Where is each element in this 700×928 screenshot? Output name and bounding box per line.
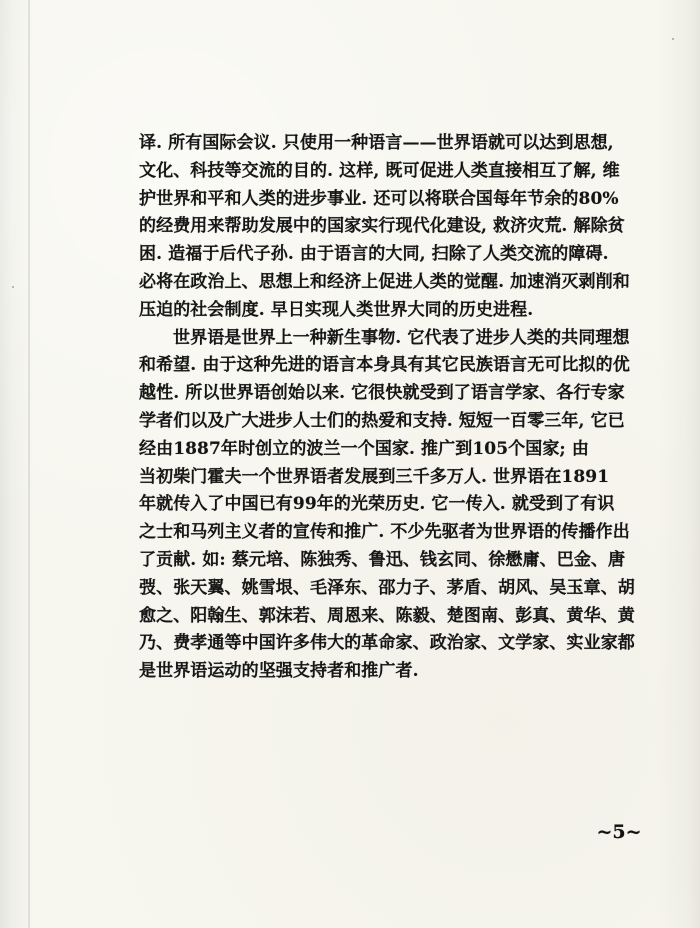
body-line-20: 是世界语运动的坚强支持者和推广者.	[139, 661, 419, 682]
body-line-18: 愈之、阳翰生、郭沫若、周恩来、陈毅、楚图南、彭真、黄华、黄	[139, 605, 635, 626]
body-line-6: 必将在政治上、思想上和经济上促进人类的觉醒. 加速消灭剥削和	[139, 271, 630, 292]
body-line-11: 学者们以及广大进步人士们的热爱和支持. 短短一百零三年, 它已	[139, 410, 625, 431]
body-line-19: 乃、费孝通等中国许多伟大的革命家、政治家、文学家、实业家都	[139, 633, 635, 654]
body-line-1: 译. 所有国际会议. 只使用一种语言——世界语就可以达到思想,	[139, 133, 614, 153]
scan-speck	[672, 38, 674, 40]
body-line-5: 困. 造福于后代子孙. 由于语言的大同, 扫除了人类交流的障碍.	[139, 244, 609, 265]
body-line-17: 弢、张天翼、姚雪垠、毛泽东、邵力子、茅盾、胡风、吴玉章、胡	[139, 577, 635, 598]
paper-fold-shadow	[28, 0, 30, 928]
body-line-7: 压迫的社会制度. 早日实现人类世界大同的历史进程.	[139, 299, 534, 320]
body-line-2: 文化、科技等交流的目的. 这样, 既可促进人类直接相互了解, 维	[139, 160, 620, 181]
body-line-10: 越性. 所以世界语创始以来. 它很快就受到了语言学家、各行专家	[139, 383, 625, 404]
body-line-13: 当初柴门霍夫一个世界语者发展到三千多万人. 世界语在1891	[139, 466, 610, 487]
scan-speck	[12, 286, 14, 288]
page-number: ~5~	[596, 821, 642, 843]
body-line-14: 年就传入了中国已有99年的光荣历史. 它一传入. 就受到了有识	[139, 494, 615, 515]
body-line-3: 护世界和平和人类的进步事业. 还可以将联合国每年节余的80%	[139, 188, 619, 209]
body-line-15: 之士和马列主义者的宣传和推广. 不少先驱者为世界语的传播作出	[139, 522, 630, 543]
body-line-9: 和希望. 由于这种先进的语言本身具有其它民族语言无可比拟的优	[139, 355, 630, 376]
body-line-12: 经由1887年时创立的波兰一个国家. 推广到105个国家; 由	[139, 438, 589, 459]
document-body-text	[139, 130, 659, 686]
body-line-4: 的经费用来帮助发展中的国家实行现代化建设, 救济灾荒. 解除贫	[139, 216, 625, 237]
body-line-8: 世界语是世界上一种新生事物. 它代表了进步人类的共同理想	[173, 327, 630, 348]
body-line-16: 了贡献. 如: 蔡元培、陈独秀、鲁迅、钱玄同、徐懋庸、巴金、唐	[139, 549, 626, 570]
